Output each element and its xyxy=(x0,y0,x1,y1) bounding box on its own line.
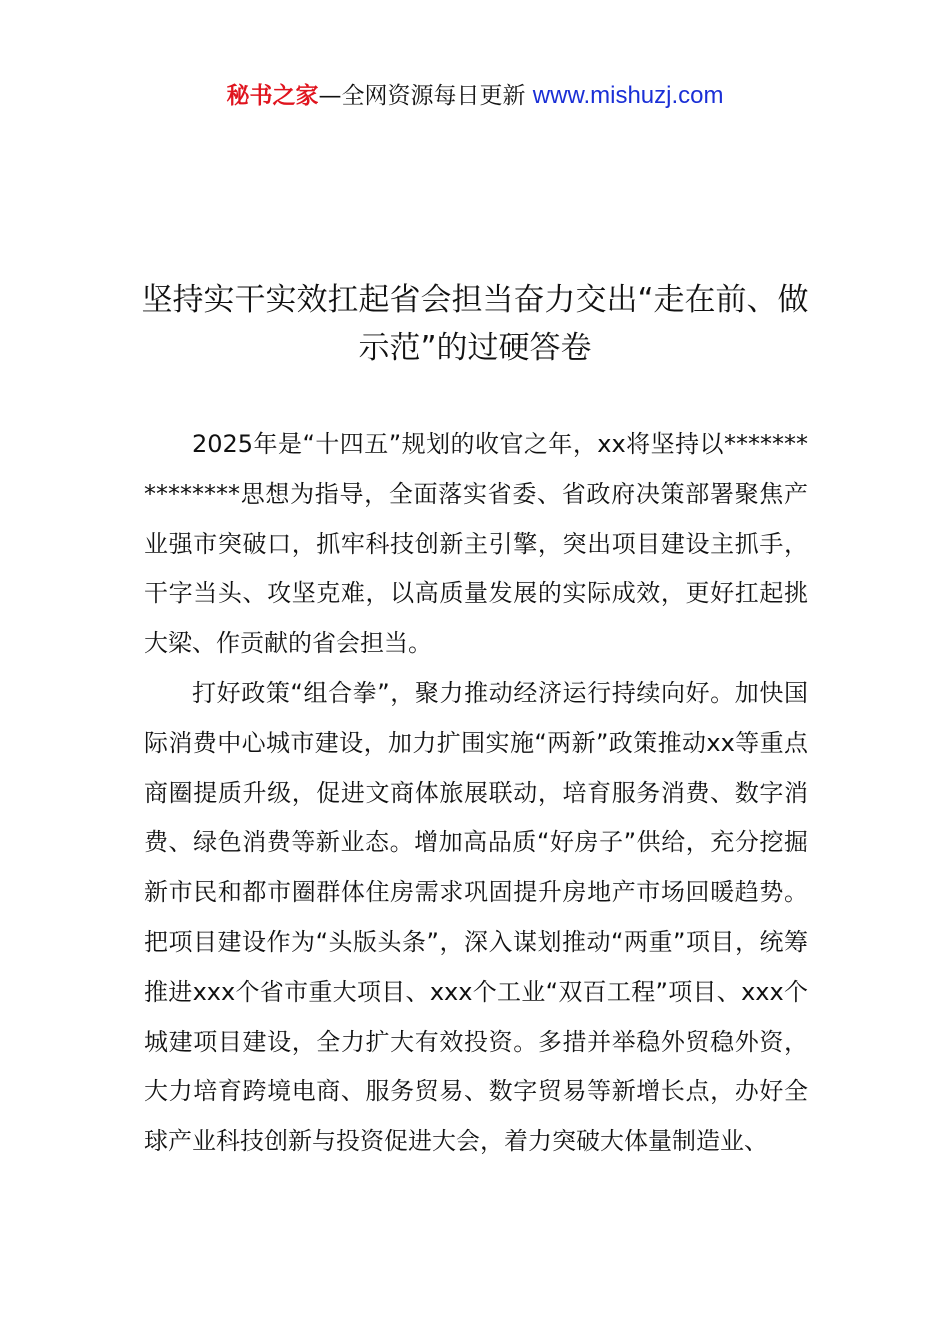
paragraph-policy: 打好政策“组合拳”，聚力推动经济运行持续向好。加快国际消费中心城市建设，加力扩围实施“两新”政策推动xx等重点商圈提质升级，促进文商体旅展联动，培育服务消费、数字消费、绿色消费等新业态。增加高品质“好房子”供给，充分挖掘新市民和都市圈群体住房需求巩固提升房地产市场回暖趋势。把项目建设作为“头版头条”，深入谋划推动“两重”项目，统筹推进xxx个省市重大项目、xxx个工业“双百工程”项目、xxx个城建项目建设，全力扩大有效投资。多措并举稳外贸稳外资，大力培育跨境电商、服务贸易、数字贸易等新增长点，办好全球产业科技创新与投资促进大会，着力突破大体量制造业、 xyxy=(144,678,808,1156)
paragraph-intro: 2025年是“十四五”规划的收官之年，xx将坚持以***************思想为指导，全面落实省委、省政府决策部署聚焦产业强市突破口，抓牢科技创新主引擎，突出项目建设主抓手，干字当头、攻坚克难，以高质量发展的实际成效，更好扛起挑大梁、作贡献的省会担当。 xyxy=(144,430,808,658)
site-brand: 秘书之家 xyxy=(226,83,319,109)
site-url-link[interactable]: www.mishuzj.com xyxy=(532,82,724,109)
site-header xyxy=(0,80,950,112)
site-tagline: —全网资源每日更新 xyxy=(318,83,533,109)
document-title: 坚持实干实效扛起省会担当奋力交出“走在前、做示范”的过硬答卷 xyxy=(141,282,809,366)
document-body xyxy=(144,420,808,1167)
